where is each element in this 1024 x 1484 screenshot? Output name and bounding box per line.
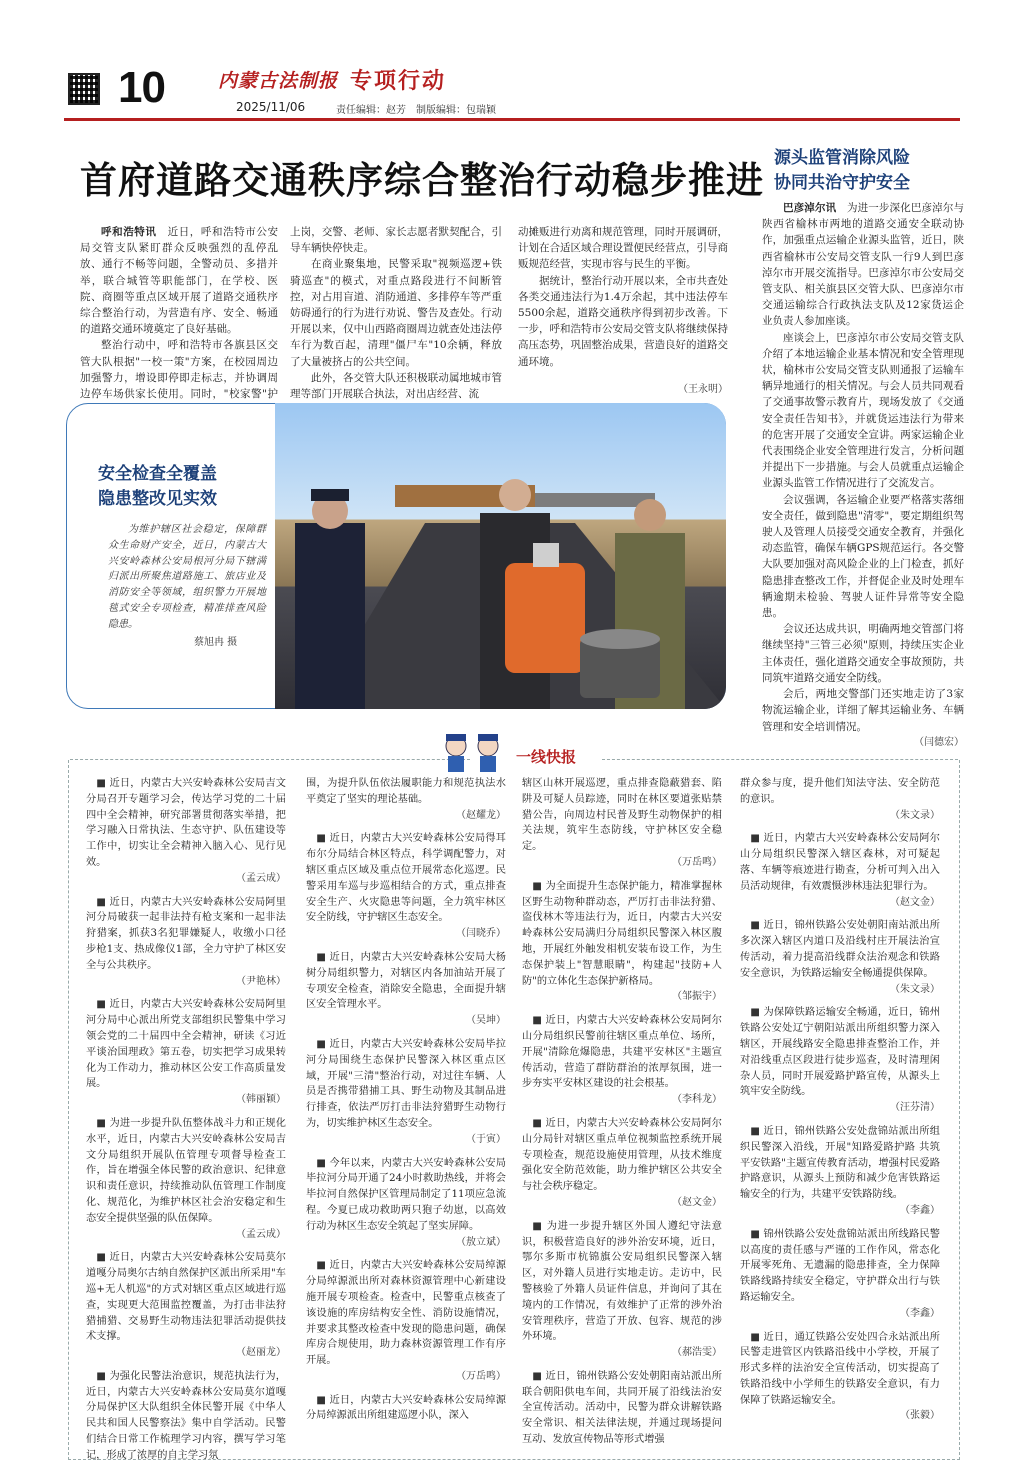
quick-news-text (86, 895, 286, 974)
qr-code-icon (68, 73, 100, 105)
masthead-rule (64, 118, 960, 121)
quick-news-item (306, 1037, 506, 1148)
quick-news-byline: （韩丽颖） (236, 1094, 286, 1106)
quick-news-item (522, 1219, 722, 1361)
quick-news-text (740, 918, 940, 981)
quick-news-byline: （于寅） (466, 1133, 506, 1145)
main-article-col-3 (518, 224, 728, 398)
main-article-col-1 (80, 224, 278, 418)
quick-news-text (522, 1369, 722, 1448)
quick-news-body: 近日，通辽铁路公安处四合永站派出所民警走进管区内铁路沿线中小学校，开展了形式多样的法治安全宣传活动，切实提高了铁路沿线中小学师生的铁路安全意识，有力保障了铁路运输安全。 (740, 1331, 940, 1406)
quick-news-body: 近日，内蒙古大兴安岭森林公安局吉文分局召开专题学习会，传达学习党的二十届四中全会精神，研究部署贯彻落实举措，把学习融入日常执法、生态守护、队伍建设等工作中，切实让全会精神入脑入心、见行见效。 (86, 778, 286, 868)
quick-news-body: 近日，内蒙古大兴安岭森林公安局阿尔山分局组织民警深入辖区森林，对可疑起落、车辆等痕迹进行勘查，分析可判入出入员活动规律，有效震慑涉林违法犯罪行为。 (740, 833, 940, 892)
quick-news-byline: （赵文金） (672, 1196, 722, 1208)
quick-news-body: 近日，锦州铁路公安处朝阳南站派出所多次深入辖区内道口及沿线村庄开展法治宣传活动，着力提高沿线群众法治观念和铁路安全意识，为铁路运输安全畅通提供保障。 (740, 920, 940, 979)
lead-tag: 巴彦淖尔讯 (783, 202, 837, 214)
main-article-paragraph: 上岗，交警、老师、家长志愿者默契配合，引导车辆快停快走。 (290, 226, 502, 255)
quick-news-body: 近日，内蒙古大兴安岭森林公安局阿里河分局破获一起非法持有枪支案和一起非法狩猎案，抓获3名犯罪嫌疑人，收缴小口径步枪1支、热成像仪1部，全力守护了林区安全与公共秩序。 (86, 896, 286, 971)
photo-illustration (275, 403, 726, 709)
quick-news-body: 为保障铁路运输安全畅通，近日，锦州铁路公安处辽宁朝阳站派出所组织警力深入辖区，开展线路安全隐患排查整治工作，并对沿线重点区段进行徒步巡查，及时清理闲杂人员，同时开展爱路护路宣传，从源头上筑牢安全防线。 (740, 1007, 940, 1098)
quick-news-byline: （孟云成） (236, 872, 286, 884)
quick-news-item (522, 1116, 722, 1211)
quick-news-item (740, 831, 940, 910)
quick-news-col-4 (740, 776, 940, 1432)
quick-news-col-1 (86, 776, 286, 1472)
right-article-body (762, 200, 964, 751)
quick-news-body: 为全面提升生态保护能力，精准掌握林区野生动物种群动态，严厉打击非法狩猎、盗伐林木等违法行为，近日，内蒙古大兴安岭森林公安局满归分局组织民警深入林区腹地，开展红外触发相机安装布设工作，为生态保护装上"智慧眼睛"，构建起"技防+人防"的立体化生态保护新格局。 (522, 880, 722, 987)
quick-news-byline: （郝浩雯） (672, 1347, 722, 1359)
quick-news-byline: （万岳鸣） (456, 1370, 506, 1382)
bullet-square-icon: ■ (532, 880, 546, 892)
quick-news-col-3 (522, 776, 722, 1456)
quick-news-item (740, 1005, 940, 1116)
quick-news-byline: （朱文录） (890, 983, 940, 995)
quick-news-text (306, 1393, 506, 1425)
bullet-square-icon: ■ (750, 1007, 764, 1019)
quick-news-byline: （张毅） (900, 1410, 940, 1422)
quick-news-body: 为进一步提升辖区外国人遵纪守法意识，积极营造良好的涉外治安环境，近日，鄂尔多斯市杭锦旗公安局组织民警深入辖区，对外籍人员进行实地走访。走访中，民警核验了外籍人员证件信息，并询问了其在境内的工作情况，有效维护了正常的涉外治安管理秩序，营造了开放、包容、规范的涉外环境。 (522, 1220, 722, 1343)
page-number: 10 (118, 63, 165, 112)
quick-news-item (86, 1250, 286, 1361)
title-line: 安全检查全覆盖 (98, 464, 217, 484)
paragraph-text: 近日，呼和浩特市公安局交管支队紧盯群众反映强烈的乱停乱放、通行不畅等问题，全警动员、多措并举，联合城管等职能部门，在学校、医院、商圈等重点区域开展了道路交通秩序综合整治行动，为营造有序、安全、畅通的道路交通环境奠定了良好基础。 (80, 226, 279, 336)
quick-news-byline: （李科龙） (672, 1094, 722, 1106)
quick-news-text (306, 831, 506, 926)
photo-feature-title (98, 462, 258, 512)
quick-news-text (86, 776, 286, 871)
right-article-byline: （闫德宏） (914, 736, 964, 748)
quick-news-byline: （赵丽龙） (236, 1347, 286, 1359)
quick-news-text (740, 776, 940, 808)
quick-news-item (522, 1369, 722, 1448)
quick-news-text (306, 776, 506, 808)
bullet-square-icon: ■ (750, 1228, 764, 1240)
quick-news-byline: （赵耀龙） (456, 809, 506, 821)
quick-news-item (306, 950, 506, 1029)
quick-news-col-2 (306, 776, 506, 1432)
main-headline: 首府道路交通秩序综合整治行动稳步推进 (80, 158, 764, 202)
issue-date: 2025/11/06 (236, 100, 306, 114)
bullet-square-icon: ■ (750, 1125, 764, 1137)
quick-news-text (522, 1219, 722, 1345)
title-line: 协同共治守护安全 (774, 173, 910, 193)
quick-news-byline: （敖立斌） (456, 1236, 506, 1248)
news-photo (275, 403, 726, 709)
quick-news-byline: （吴坤） (466, 1015, 506, 1027)
quick-news-byline: （李鑫） (900, 1204, 940, 1216)
bullet-square-icon: ■ (750, 833, 764, 845)
photo-credit: 蔡旭冉 摄 (194, 637, 238, 648)
main-article-col-2 (290, 224, 502, 402)
bullet-square-icon: ■ (316, 833, 330, 845)
lead-tag: 呼和浩特讯 (101, 226, 157, 238)
right-article-paragraph: 会议还达成共识，明确两地交管部门将继续坚持"三管三必须"原则，持续压实企业主体责任，强化道路交通安全事故预防，共同筑牢道路交通安全防线。 (762, 623, 964, 684)
quick-news-text (86, 1250, 286, 1345)
right-article-paragraph: 会议强调，各运输企业要严格落实落细安全责任，做到隐患"清零"，要定期组织驾驶人及管理人员接受交通安全教育，并强化动态监管，确保车辆GPS规范运行。各交警大队要加强对高风险企业的上门检查，抓好隐患排查整改工作，并督促企业及时处理车辆逾期未检验、驾驶人证件异常等安全隐患。 (762, 493, 964, 620)
quick-news-text (86, 1116, 286, 1227)
bullet-square-icon: ■ (96, 999, 110, 1011)
quick-news-item (86, 997, 286, 1108)
quick-news-body: 近日，内蒙古大兴安岭森林公安局阿尔山分局针对辖区重点单位视频监控系统开展专项检查，规范设施使用管理，从技术维度强化安全防范效能，助力维护辖区公共安全与社会秩序稳定。 (522, 1117, 722, 1193)
quick-news-item (306, 831, 506, 942)
police-mascot-icon (438, 730, 506, 774)
quick-news-title: 一线快报 (516, 748, 577, 766)
quick-news-body: 为强化民警法治意识，规范执法行为，近日，内蒙古大兴安岭森林公安局莫尔道嘎分局保护区大队组织全体民警开展《中华人民共和国人民警察法》集中自学活动。民警们结合日常工作梳理学习内容，撰写学习笔记，形成了浓厚的自主学习氛 (86, 1370, 286, 1461)
quick-news-text (740, 831, 940, 894)
quick-news-text (740, 1124, 940, 1203)
main-article-paragraph: 动摊贩进行劝离和规范管理，同时开展调研，计划在合适区域合理设置便民经营点，引导商贩规范经营，实现市容与民生的平衡。 (518, 226, 728, 271)
bullet-square-icon: ■ (96, 778, 110, 789)
quick-news-body: 为进一步提升队伍整体战斗力和正规化水平，近日，内蒙古大兴安岭森林公安局吉文分局组织开展队伍管理专项督导检查工作，旨在增强全体民警的政治意识、纪律意识和责任意识，持续推动队伍管理工作制度化、规范化，为维护林区社会治安稳定和生态安全提供坚强的队伍保障。 (86, 1117, 286, 1224)
quick-news-text (522, 1013, 722, 1092)
quick-news-body: 近日，内蒙古大兴安岭森林公安局莫尔道嘎分局奥尔古纳自然保护区派出所采用"车巡+无人机巡"的方式对辖区重点区域进行巡查，实现更大范围监控覆盖，为打击非法狩猎捕猎、交易野生动物违法犯罪活动提供技术支撑。 (86, 1252, 286, 1343)
quick-news-byline: （邹振宇） (672, 991, 722, 1003)
right-article-paragraph: 会后，两地交警部门还实地走访了3家物流运输企业，详细了解其运输业务、车辆管理和安全培训情况。 (762, 688, 964, 733)
quick-news-body: 辖区山林开展巡逻，重点排查隐蔽猎套、陷阱及可疑人员踪迹，同时在林区要道张贴禁猎公告，向周边村民普及野生动物保护的相关法规，筑牢生态防线，守护林区安全稳定。 (522, 778, 722, 853)
quick-news-body: 近日，内蒙古大兴安岭森林公安局阿里河分局中心派出所党支部组织民警集中学习领会党的二十届四中全会精神，研读《习近平谈治国理政》第五卷，切实把学习成果转化为工作动力，推动林区公安工作高质量发展。 (86, 999, 286, 1090)
quick-news-byline: （朱文录） (890, 809, 940, 821)
editor-credits: 责任编辑：赵芳 制版编辑：包瑞颖 (336, 105, 496, 116)
quick-news-item (306, 776, 506, 823)
quick-news-item (306, 1258, 506, 1384)
paragraph-text: 为进一步深化巴彦淖尔与陕西省榆林市两地的道路交通安全联动协作，加强重点运输企业源头监管，近日，陕西省榆林市公安局交管支队一行9人到巴彦淖尔市开展交流指导。巴彦淖尔市公安局交管支队、相关旗县区交管大队、巴彦淖尔市交通运输综合行政执法支队及12家货运企业负责人参加座谈。 (762, 202, 964, 328)
main-article-paragraph: 据统计，整治行动开展以来，全市共查处各类交通违法行为1.4万余起，其中违法停车5500余起，道路交通秩序得到初步改善。下一步，呼和浩特市公安局交管支队将继续保持高压态势，巩固整治成果，营造良好的道路交通环境。 (518, 274, 728, 368)
bullet-square-icon: ■ (96, 1117, 110, 1129)
right-article-paragraph: 座谈会上，巴彦淖尔市公安局交管支队介绍了本地运输企业基本情况和安全管理现状，榆林市公安局交管支队则通报了运输车辆异地通行的相关情况。与会人员共同观看了交通事故警示教育片，现场发放了《交通安全责任告知书》，并就货运违法行为带来的危害开展了交通安全宣讲。两家运输企业代表围绕企业安全管理进行发言，分析问题并提出下一步措施。与会人员就重点运输企业源头监管工作情况进行了交流发言。 (762, 331, 964, 490)
quick-news-item (522, 776, 722, 871)
bullet-square-icon: ■ (532, 1220, 547, 1232)
quick-news-text (86, 1369, 286, 1464)
quick-news-body: 近日，锦州铁路公安处盘锦站派出所组织民警深入沿线，开展"知路爱路护路 共筑平安铁路"主题宣传教育活动，增强村民爱路护路意识，从源头上预防和减少危害铁路运输安全的行为，共建平安铁路防线。 (740, 1125, 940, 1201)
quick-news-body: 锦州铁路公安处盘锦站派出所线路民警以高度的责任感与严谨的工作作风，常态化开展零死角、无遗漏的隐患排查，全力保障铁路线路持续安全稳定，守护群众出行与铁路运输安全。 (740, 1228, 940, 1303)
quick-news-byline: （汪芬清） (890, 1102, 940, 1114)
quick-news-body: 今年以来，内蒙古大兴安岭森林公安局毕拉河分局开通了24小时救助热线，并将会毕拉河自然保护区管理局制定了11项应急流程。今夏已成功救助两只狍子幼崽，以高效行动为林区生态安全筑起了坚实屏障。 (306, 1157, 506, 1232)
right-article-paragraph (762, 200, 964, 330)
quick-news-byline: （尹艳林） (236, 975, 286, 987)
bullet-square-icon: ■ (532, 1370, 546, 1382)
quick-news-byline: （孟云成） (236, 1228, 286, 1240)
quick-news-text (306, 1258, 506, 1369)
main-article-paragraph: 整治行动中，呼和浩特市各旗县区交管大队根据"一校一策"方案，在校园周边加强警力，增设即停即走标志，并协调周边停车场供家长使用。同时，"校家警"护 (80, 339, 278, 401)
quick-news-body: 近日，内蒙古大兴安岭森林公安局大杨树分局组织警力，对辖区内各加油站开展了专项安全检查，消除安全隐患，全面提升辖区安全管理水平。 (306, 951, 506, 1011)
quick-news-text (306, 950, 506, 1013)
bullet-square-icon: ■ (532, 1117, 546, 1129)
quick-news-text (86, 997, 286, 1092)
title-line: 隐患整改见实效 (98, 489, 217, 509)
caption-text: 为维护辖区社会稳定，保障群众生命财产安全，近日，内蒙古大兴安岭森林公安局根河分局下辖满归派出所聚焦道路施工、旅店业及消防安全等领域，组织警力开展地毯式安全专项检查，精准排查风险隐患。 (108, 524, 266, 630)
quick-news-item (740, 1330, 940, 1425)
quick-news-item (522, 879, 722, 1005)
quick-news-text (522, 776, 722, 855)
quick-news-byline: （李鑫） (900, 1307, 940, 1319)
quick-news-body: 围，为提升队伍依法履职能力和规范执法水平奠定了坚实的理论基础。 (306, 778, 506, 805)
quick-news-item (306, 1156, 506, 1251)
quick-news-text (306, 1156, 506, 1235)
title-line: 源头监管消除风险 (774, 148, 910, 168)
main-article-paragraph: 此外，各交管大队还积极联动属地城市管理等部门开展联合执法，对出店经营、流 (290, 371, 502, 401)
quick-news-item (86, 1116, 286, 1242)
quick-news-item (86, 776, 286, 887)
quick-news-text (306, 1037, 506, 1132)
quick-news-item (740, 1124, 940, 1219)
quick-news-item (86, 895, 286, 990)
photo-caption (108, 522, 266, 633)
quick-news-body: 近日，内蒙古大兴安岭森林公安局得耳布尔分局结合林区特点，科学调配警力，对辖区重点区域及重点位开展常态化巡逻。民警采用车巡与步巡相结合的方式，重点排查安全生产、火灾隐患等问题，全力筑牢林区安全防线，守护辖区生态安全。 (306, 833, 506, 924)
quick-news-item (86, 1369, 286, 1464)
bullet-square-icon: ■ (316, 1038, 330, 1050)
bullet-square-icon: ■ (532, 1015, 546, 1027)
main-article-byline: （王永明） (678, 383, 728, 395)
quick-news-text (740, 1330, 940, 1409)
quick-news-item (740, 776, 940, 823)
bullet-square-icon: ■ (316, 1260, 330, 1272)
quick-news-byline: （万岳鸣） (672, 856, 722, 868)
quick-news-body: 近日，内蒙古大兴安岭森林公安局阿尔山分局组织民警前往辖区重点单位、场所，开展"清除危爆隐患，共建平安林区"主题宣传活动，营造了群防群治的浓厚氛围，进一步夯实平安林区建设的社会根基。 (522, 1015, 722, 1090)
main-article-paragraph: 在商业聚集地，民警采取"视频巡逻+铁骑巡查"的模式，对重点路段进行不间断管控，对占用盲道、消防通道、多排停车等严重妨碍通行的行为进行劝说、警告及查处。行动开展以来，仅中山西路商圈周边就查处违法停车行为数百起，清理"僵尸车"10余辆，释放了大量被挤占的公共空间。 (290, 258, 502, 368)
quick-news-byline: （赵文金） (890, 896, 940, 908)
section-title: 专项行动 (350, 68, 447, 94)
bullet-square-icon: ■ (750, 1331, 764, 1343)
quick-news-item (306, 1393, 506, 1425)
bullet-square-icon: ■ (316, 1157, 330, 1169)
quick-news-byline: （闫晓乔） (456, 928, 506, 940)
quick-news-text (740, 1227, 940, 1306)
bullet-square-icon: ■ (96, 1252, 110, 1264)
quick-news-text (740, 1005, 940, 1100)
bullet-square-icon: ■ (750, 920, 764, 932)
main-article-paragraph (80, 224, 278, 337)
quick-news-item (740, 1227, 940, 1322)
bullet-square-icon: ■ (316, 1394, 330, 1406)
quick-news-text (522, 1116, 722, 1195)
paper-logo: 内蒙古法制报 (218, 70, 339, 92)
quick-news-body: 群众参与度，提升他们知法守法、安全防范的意识。 (740, 778, 940, 805)
right-article-title (774, 146, 964, 196)
bullet-square-icon: ■ (96, 896, 110, 908)
bullet-square-icon: ■ (316, 951, 330, 963)
quick-news-item (740, 918, 940, 997)
quick-news-item (522, 1013, 722, 1108)
quick-news-body: 近日，内蒙古大兴安岭森林公安局绰源分局绰源派出所组建巡逻小队，深入 (306, 1394, 506, 1422)
quick-news-body: 近日，内蒙古大兴安岭森林公安局绰源分局绰源派出所对森林资源管理中心新建设施开展专项检查。检查中，民警重点核查了该设施的库房结构安全性、消防设施情况，并要求其整改检查中发现的隐患问题，确保库房合规使用，助力森林资源管理工作有序开展。 (306, 1260, 506, 1367)
quick-news-body: 近日，锦州铁路公安处朝阳南站派出所联合朝阳供电车间，共同开展了沿线法治安全宣传活动。活动中，民警为群众讲解铁路安全常识、相关法律法规，并通过现场提问互动、发放宣传物品等形式增强 (522, 1370, 722, 1446)
bullet-square-icon: ■ (96, 1370, 110, 1382)
quick-news-body: 近日，内蒙古大兴安岭森林公安局毕拉河分局围绕生态保护民警深入林区重点区域，开展"三清"整治行动，对过往车辆、人员是否携带猎捕工具、野生动物及其制品进行排查，依法严厉打击非法狩猎野生动物行为，切实维护林区生态安全。 (306, 1038, 506, 1129)
quick-news-text (522, 879, 722, 990)
